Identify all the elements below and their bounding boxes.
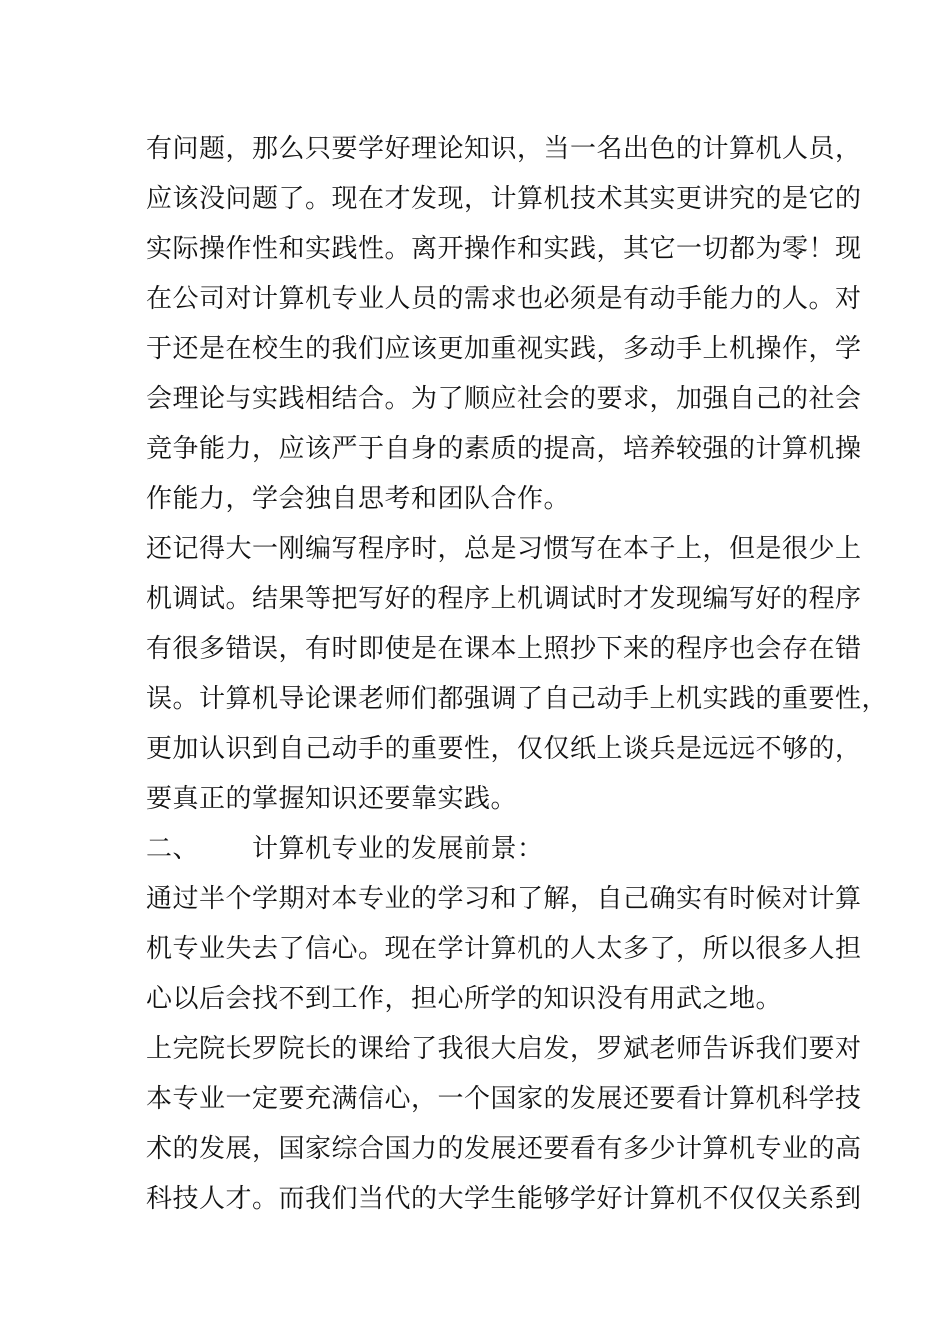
text-line: 上完院长罗院长的课给了我很大启发，罗斌老师告诉我们要对 [146, 1034, 862, 1064]
text-line: 本专业一定要充满信心，一个国家的发展还要看计算机科学技 [146, 1084, 862, 1114]
text-line: 应该没问题了。现在才发现，计算机技术其实更讲究的是它的 [146, 184, 862, 214]
text-line: 有问题，那么只要学好理论知识，当一名出色的计算机人员， [146, 134, 862, 164]
text-line: 作能力，学会独自思考和团队合作。 [146, 484, 571, 514]
text-line: 竞争能力，应该严于自身的素质的提高，培养较强的计算机操 [146, 434, 862, 464]
text-line: 机调试。结果等把写好的程序上机调试时才发现编写好的程序 [146, 584, 862, 614]
text-line: 于还是在校生的我们应该更加重视实践，多动手上机操作，学 [146, 334, 862, 364]
text-line: 术的发展，国家综合国力的发展还要看有多少计算机专业的高 [146, 1134, 862, 1164]
text-line: 在公司对计算机专业人员的需求也必须是有动手能力的人。对 [146, 284, 862, 314]
text-line: 心以后会找不到工作，担心所学的知识没有用武之地。 [146, 984, 783, 1014]
text-line: 会理论与实践相结合。为了顺应社会的要求，加强自己的社会 [146, 384, 862, 414]
section-number: 二、 [146, 834, 200, 864]
text-line: 通过半个学期对本专业的学习和了解，自己确实有时候对计算 [146, 884, 862, 914]
text-line: 机专业失去了信心。现在学计算机的人太多了，所以很多人担 [146, 934, 862, 964]
text-line: 要真正的掌握知识还要靠实践。 [146, 784, 518, 814]
text-line: 还记得大一刚编写程序时，总是习惯写在本子上，但是很少上 [146, 534, 862, 564]
text-line: 更加认识到自己动手的重要性，仅仅纸上谈兵是远远不够的， [146, 734, 862, 764]
text-line: 实际操作性和实践性。离开操作和实践，其它一切都为零！现 [146, 234, 862, 264]
section-heading: 计算机专业的发展前景： [252, 834, 544, 864]
text-line: 误。计算机导论课老师们都强调了自己动手上机实践的重要性， [146, 684, 889, 714]
text-line: 有很多错误，有时即使是在课本上照抄下来的程序也会存在错 [146, 634, 862, 664]
text-line: 科技人才。而我们当代的大学生能够学好计算机不仅仅关系到 [146, 1184, 862, 1214]
